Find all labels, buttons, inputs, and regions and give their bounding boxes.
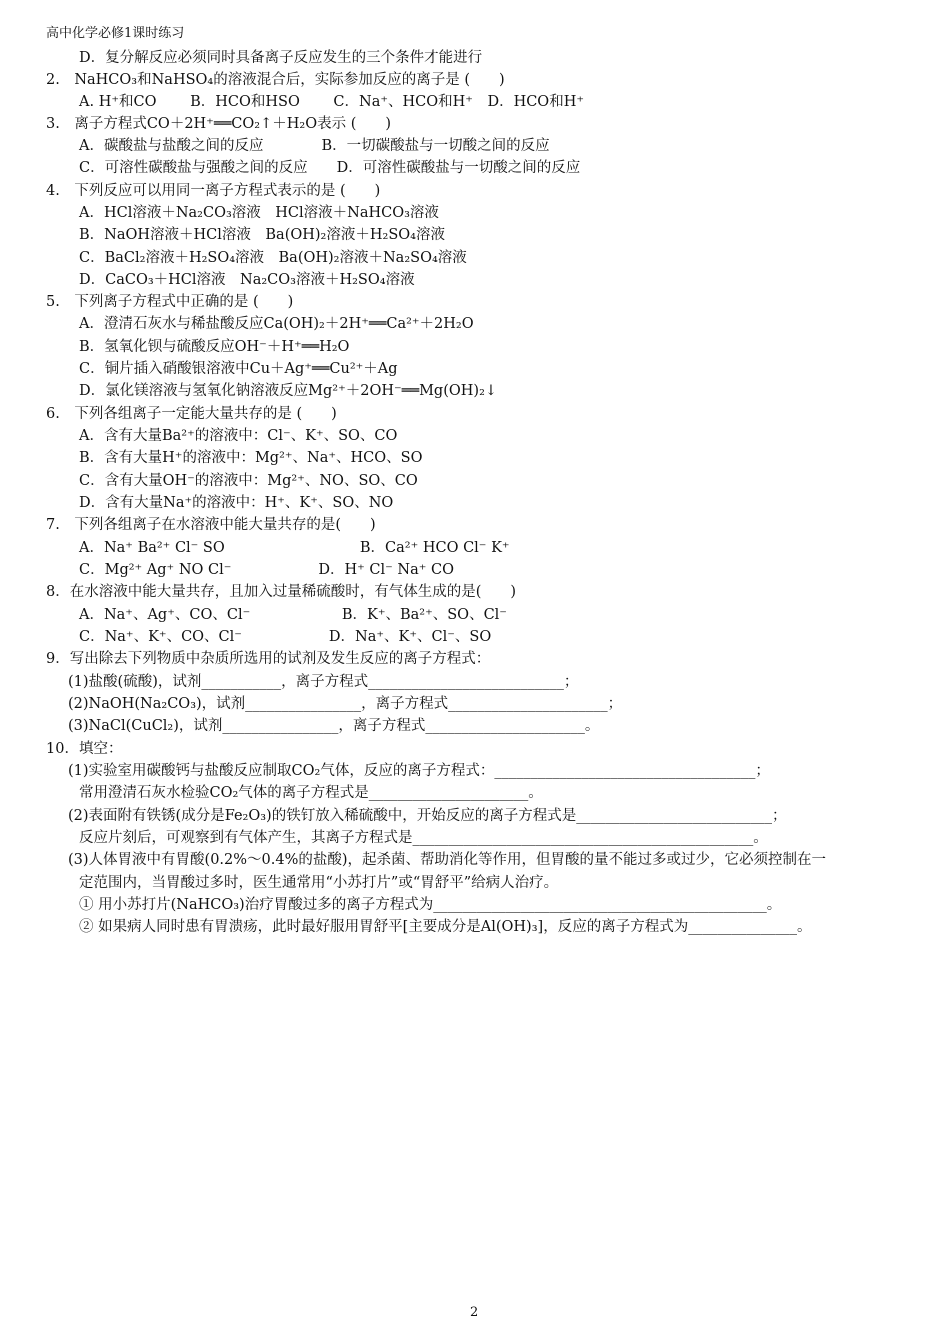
text-line: (2)表面附有铁锈(成分是Fe₂O₃)的铁钉放入稀硫酸中，开始反应的离子方程式是___________________________； [68,808,787,824]
text-line: A．澄清石灰水与稀盐酸反应Ca(OH)₂＋2H⁺══Ca²⁺＋2H₂O [79,316,474,332]
text-line: A．HCl溶液＋Na₂CO₃溶液 HCl溶液＋NaHCO₃溶液 [79,205,439,221]
text-line: A. H⁺和CO B．HCO和HSO C．Na⁺、HCO和H⁺ D．HCO和H⁺ [79,94,584,110]
text-line: A．含有大量Ba²⁺的溶液中：Cl⁻、K⁺、SO、CO [79,428,398,444]
text-line: C．BaCl₂溶液＋H₂SO₄溶液 Ba(OH)₂溶液＋Na₂SO₄溶液 [79,250,467,266]
text-line: D．氯化镁溶液与氢氧化钠溶液反应Mg²⁺＋2OH⁻══Mg(OH)₂↓ [79,383,498,399]
text-line: A．Na⁺、Ag⁺、CO、Cl⁻ B．K⁺、Ba²⁺、SO、Cl⁻ [79,607,507,623]
text-line: 9．写出除去下列物质中杂质所选用的试剂及发生反应的离子方程式： [46,651,491,667]
text-line: B．NaOH溶液＋HCl溶液 Ba(OH)₂溶液＋H₂SO₄溶液 [79,227,445,243]
text-line: B．氢氧化钡与硫酸反应OH⁻＋H⁺══H₂O [79,339,350,355]
text-line: 3. 离子方程式CO＋2H⁺══CO₂↑＋H₂O表示 ( ) [46,116,392,132]
text-line: A．Na⁺ Ba²⁺ Cl⁻ SO B．Ca²⁺ HCO Cl⁻ K⁺ [79,540,510,556]
text-line: B．含有大量H⁺的溶液中：Mg²⁺、Na⁺、HCO、SO [79,450,423,466]
text-line: D．CaCO₃＋HCl溶液 Na₂CO₃溶液＋H₂SO₄溶液 [79,272,415,288]
text-line: 8．在水溶液中能大量共存，且加入过量稀硫酸时，有气体生成的是( ) [46,584,517,600]
text-line: C．含有大量OH⁻的溶液中：Mg²⁺、NO、SO、CO [79,473,418,489]
text-line: 反应片刻后，可观察到有气体产生，其离子方程式是_______________________________________________。 [79,830,768,846]
text-line: D．含有大量Na⁺的溶液中：H⁺、K⁺、SO、NO [79,495,394,511]
text-line: 7. 下列各组离子在水溶液中能大量共存的是( ) [46,517,376,533]
text-line: (1)实验室用碳酸钙与盐酸反应制取CO₂气体，反应的离子方程式：____________________________________； [68,763,770,779]
text-line: C．Mg²⁺ Ag⁺ NO Cl⁻ D．H⁺ Cl⁻ Na⁺ CO [79,562,454,578]
page-number: 2 [470,1305,479,1320]
text-line: C．铜片插入硝酸银溶液中Cu＋Ag⁺══Cu²⁺＋Ag [79,361,398,377]
text-line: 6. 下列各组离子一定能大量共存的是 ( ) [46,406,337,422]
text-line: C．Na⁺、K⁺、CO、Cl⁻ D．Na⁺、K⁺、Cl⁻、SO [79,629,492,645]
text-line: (3)NaCl(CuCl₂)，试剂________________，离子方程式______________________。 [68,718,600,734]
text-line: 4. 下列反应可以用同一离子方程式表示的是 ( ) [46,183,381,199]
text-line: C．可溶性碳酸盐与强酸之间的反应 D．可溶性碳酸盐与一切酸之间的反应 [79,160,581,176]
text-line: (3)人体胃液中有胃酸(0.2%～0.4%的盐酸)，起杀菌、帮助消化等作用，但胃酸的量不能过多或过少，它必须控制在一 [68,852,827,868]
text-line: 2. NaHCO₃和NaHSO₄的溶液混合后，实际参加反应的离子是 ( ) [46,72,505,88]
text-line: D．复分解反应必须同时具备离子反应发生的三个条件才能进行 [79,50,483,66]
text-line: ① 用小苏打片(NaHCO₃)治疗胃酸过多的离子方程式为______________________________________________。 [79,897,782,913]
text-line: (1)盐酸(硫酸)，试剂___________，离子方程式___________________________； [68,674,579,690]
text-line: (2)NaOH(Na₂CO₃)，试剂________________，离子方程式______________________； [68,696,623,712]
page-header: 高中化学必修1课时练习 [46,26,185,41]
text-line: 定范围内，当胃酸过多时，医生通常用“小苏打片”或“胃舒平”给病人治疗。 [79,875,559,891]
text-line: A．碳酸盐与盐酸之间的反应 B．一切碳酸盐与一切酸之间的反应 [79,138,550,154]
text-line: 10．填空： [46,741,123,757]
text-line: 5. 下列离子方程式中正确的是 ( ) [46,294,294,310]
text-line: 常用澄清石灰水检验CO₂气体的离子方程式是______________________。 [79,785,543,801]
text-line: ② 如果病人同时患有胃溃疡，此时最好服用胃舒平[主要成分是Al(OH)₃]，反应的离子方程式为_______________。 [79,919,812,935]
